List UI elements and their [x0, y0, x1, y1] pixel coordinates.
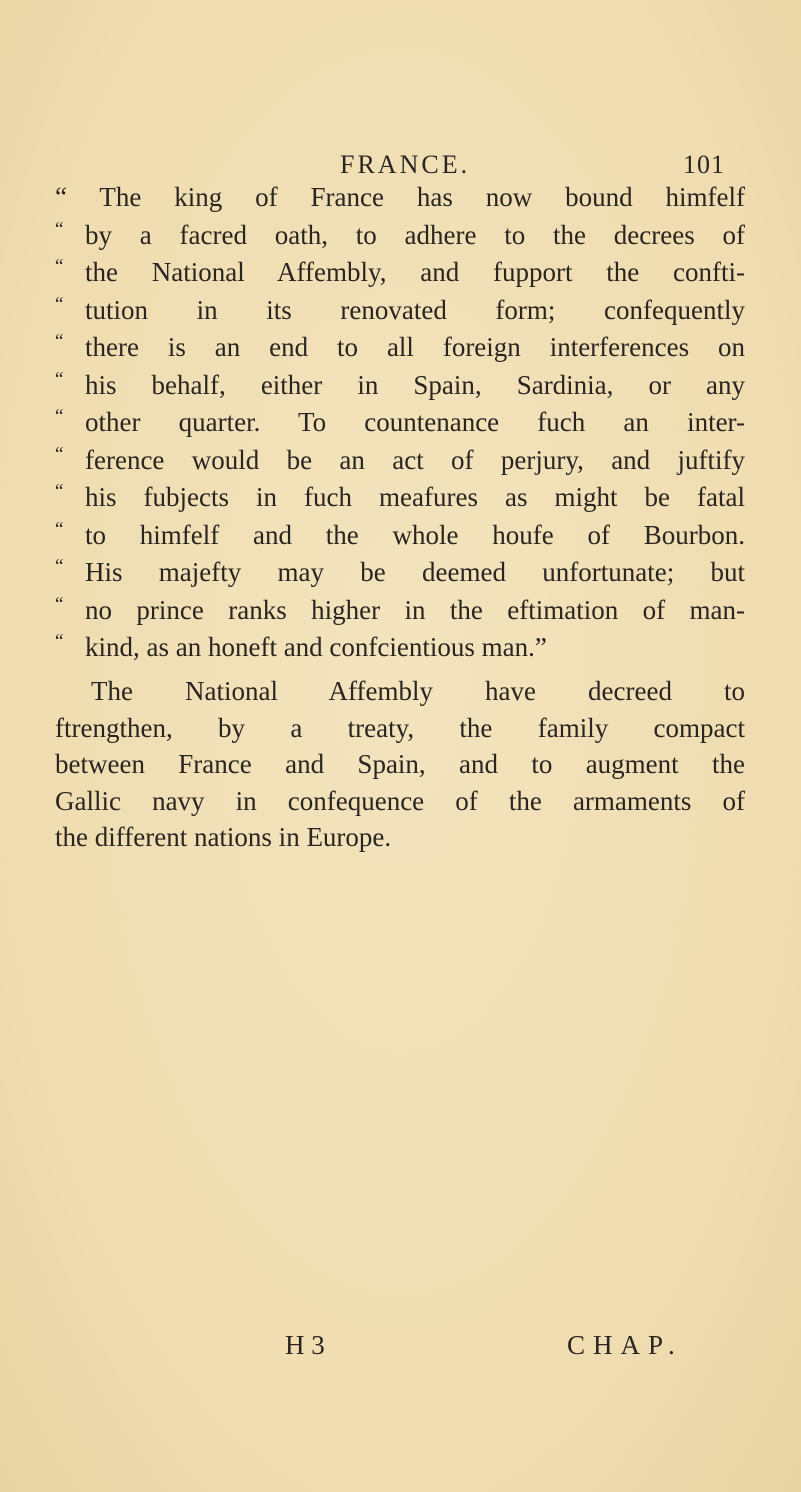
quote-line — [55, 367, 745, 405]
quote-line — [55, 517, 745, 555]
quote-mark: “ — [55, 481, 64, 502]
paragraph-line: The National Affembly have decreed to — [91, 676, 745, 706]
quote-mark: “ — [55, 518, 64, 540]
quote-line-text: kind, as an honeft and confcientious man.” — [85, 632, 547, 662]
paragraph-line: Gallic navy in confequence of the armaments of — [55, 785, 745, 816]
quote-line — [55, 292, 745, 330]
quote-line-text: tution in its renovated form; confequently — [85, 294, 745, 325]
quote-line — [55, 592, 745, 630]
quote-line-text: by a facred oath, to adhere to the decrees of — [85, 219, 745, 250]
quote-mark: “ — [55, 256, 64, 277]
quote-line-text: the National Affembly, and fupport the confti- — [85, 257, 745, 287]
quote-line-text: his fubjects in fuch meafures as might be fatal — [85, 482, 745, 512]
quote-mark: “ — [55, 593, 64, 615]
quote-mark: “ — [55, 218, 64, 240]
quote-line-text: His majefty may be deemed unfortunate; but — [85, 557, 745, 587]
quote-line — [55, 442, 745, 480]
quoted-passage — [55, 179, 745, 667]
page-footer — [0, 1330, 801, 1370]
quote-line — [55, 217, 745, 255]
quote-line — [55, 179, 745, 217]
quote-mark: “ — [55, 406, 64, 427]
page-number: 101 — [683, 150, 725, 179]
catchword: CHAP. — [567, 1330, 683, 1360]
quote-line-text: to himfelf and the whole houfe of Bourbon. — [85, 519, 745, 550]
quote-line-text: his behalf, either in Spain, Sardinia, or any — [85, 369, 745, 400]
quote-line — [55, 479, 745, 517]
running-title: FRANCE. — [340, 150, 471, 179]
quote-line-text: there is an end to all foreign interferences on — [85, 332, 745, 362]
quote-mark: “ — [55, 631, 64, 652]
quote-line-text: no prince ranks higher in the eftimation of man- — [85, 594, 745, 625]
signature-mark: H 3 — [285, 1330, 325, 1360]
quote-line — [55, 404, 745, 442]
quote-line — [55, 629, 745, 667]
quote-mark: “ — [55, 293, 64, 315]
quote-line — [55, 554, 745, 592]
quote-mark: “ — [55, 556, 64, 577]
body-paragraph — [55, 673, 745, 856]
paragraph-line: ftrengthen, by a treaty, the family compact — [55, 712, 745, 743]
quote-mark: “ — [55, 331, 64, 352]
paragraph-line: between France and Spain, and to augment the — [55, 749, 745, 779]
quote-line — [55, 254, 745, 292]
quote-line-text: other quarter. To countenance fuch an inter- — [85, 407, 745, 437]
quote-line-text: “ The king of France has now bound himfelf — [55, 182, 745, 212]
quote-line — [55, 329, 745, 367]
quote-line-text: ference would be an act of perjury, and juftify — [85, 444, 745, 475]
quote-mark: “ — [55, 443, 64, 465]
quote-mark: “ — [55, 368, 64, 390]
paragraph-line: the different nations in Europe. — [55, 822, 392, 852]
